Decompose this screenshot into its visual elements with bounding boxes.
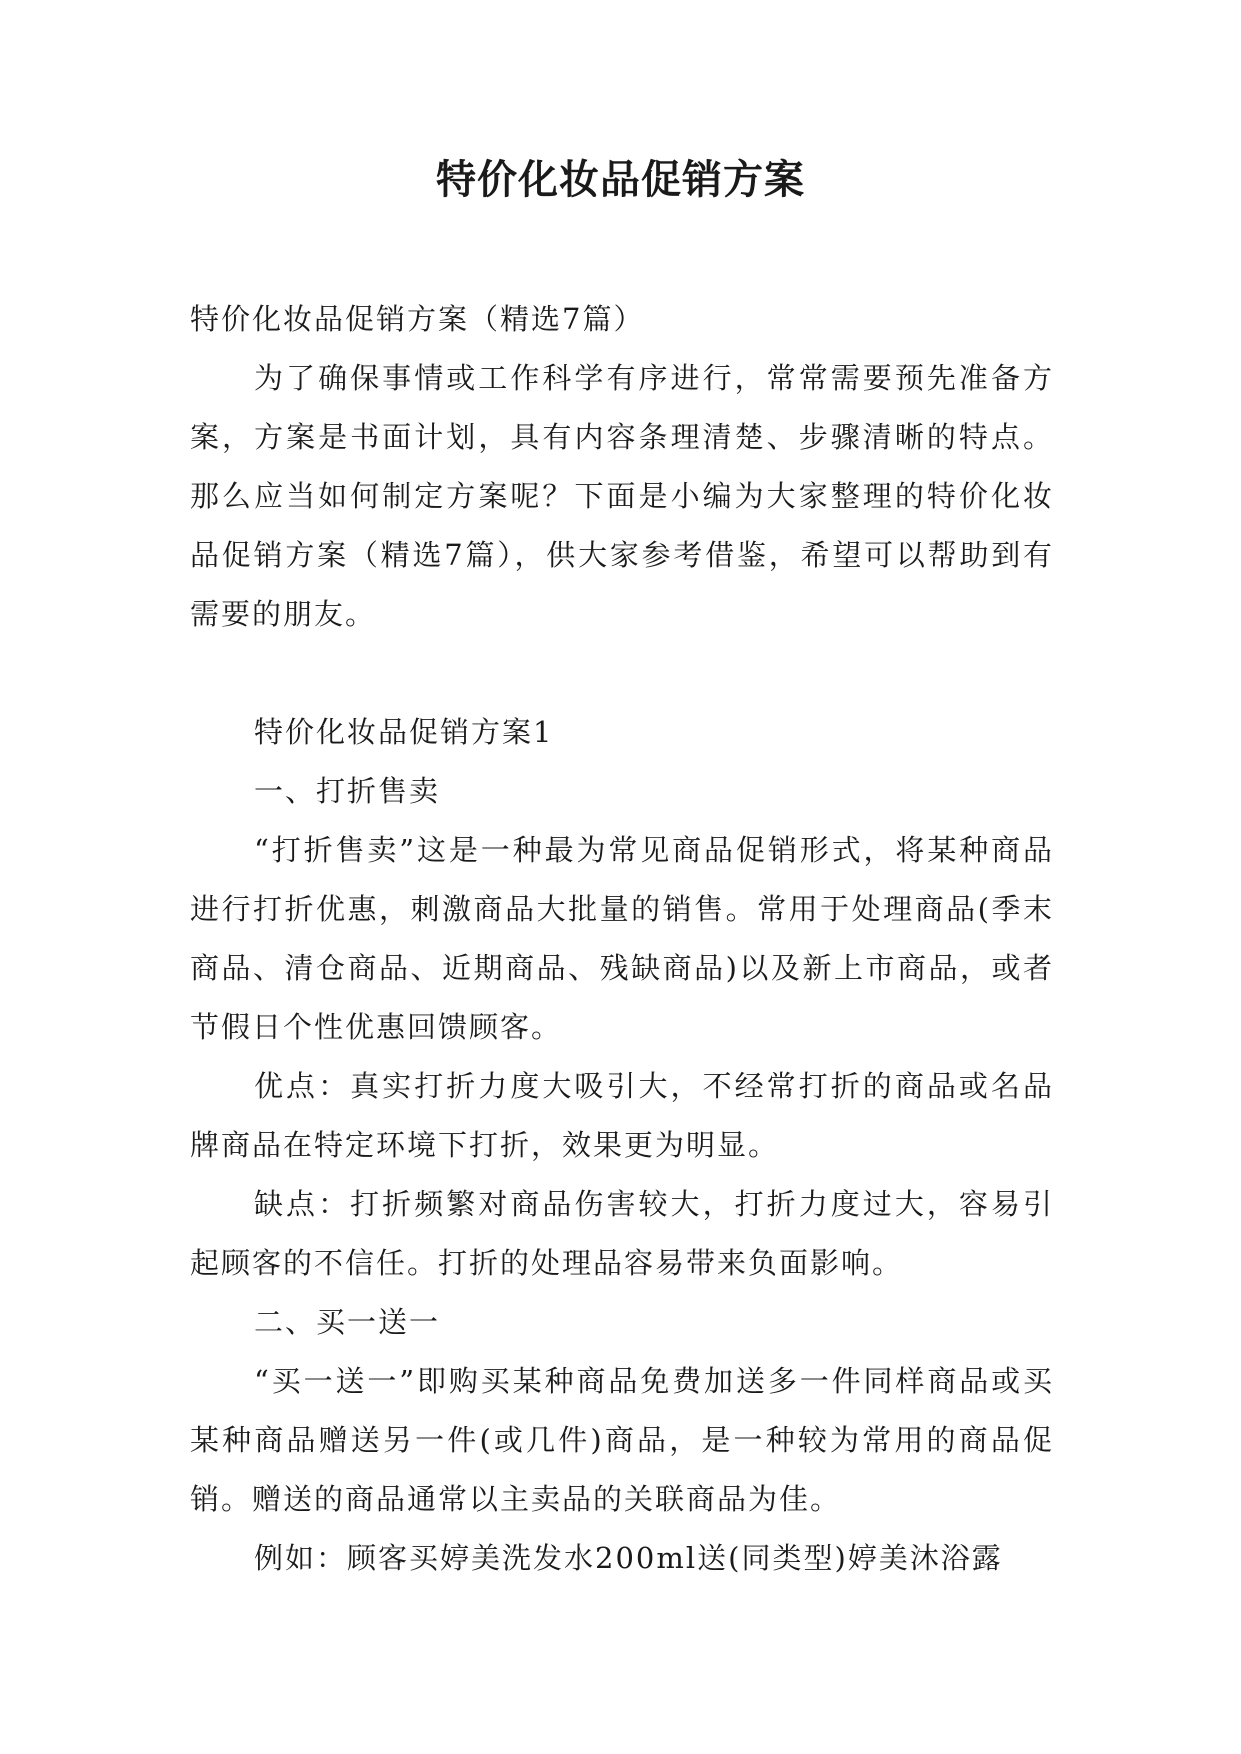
section-heading: 特价化妆品促销方案1: [254, 715, 554, 749]
section-spacer: [190, 644, 1054, 703]
buy-one-get-one-paragraph: “买一送一”即购买某种商品免费加送多一件同样商品或买某种商品赠送另一件(或几件)商品，是一种较为常用的商品促销。赠送的商品通常以主卖品的关联商品为佳。: [190, 1364, 1054, 1516]
intro-paragraph: 为了确保事情或工作科学有序进行，常常需要预先准备方案，方案是书面计划，具有内容条理清楚、步骤清晰的特点。那么应当如何制定方案呢？下面是小编为大家整理的特价化妆品促销方案（精选7篇），供大家参考借鉴，希望可以帮助到有需要的朋友。: [190, 361, 1054, 631]
part-heading-discount: 一、打折售卖: [254, 774, 441, 808]
document-subtitle: 特价化妆品促销方案（精选7篇）: [190, 302, 645, 336]
discount-paragraph: “打折售卖”这是一种最为常见商品促销形式，将某种商品进行打折优惠，刺激商品大批量的销售。常用于处理商品(季末商品、清仓商品、近期商品、残缺商品)以及新上市商品，或者节假日个性优惠回馈顾客。: [190, 833, 1054, 1044]
discount-cons-paragraph: 缺点：打折频繁对商品伤害较大，打折力度过大，容易引起顾客的不信任。打折的处理品容易带来负面影响。: [190, 1187, 1054, 1280]
buy-one-get-one-example: 例如：顾客买婷美洗发水200ml送(同类型)婷美沐浴露: [254, 1541, 1003, 1575]
discount-pros-paragraph: 优点：真实打折力度大吸引大，不经常打折的商品或名品牌商品在特定环境下打折，效果更为明显。: [190, 1069, 1054, 1162]
document-title: 特价化妆品促销方案: [436, 157, 805, 203]
part-heading-buy-one-get-one: 二、买一送一: [254, 1305, 441, 1339]
document-body: [190, 290, 1054, 1588]
